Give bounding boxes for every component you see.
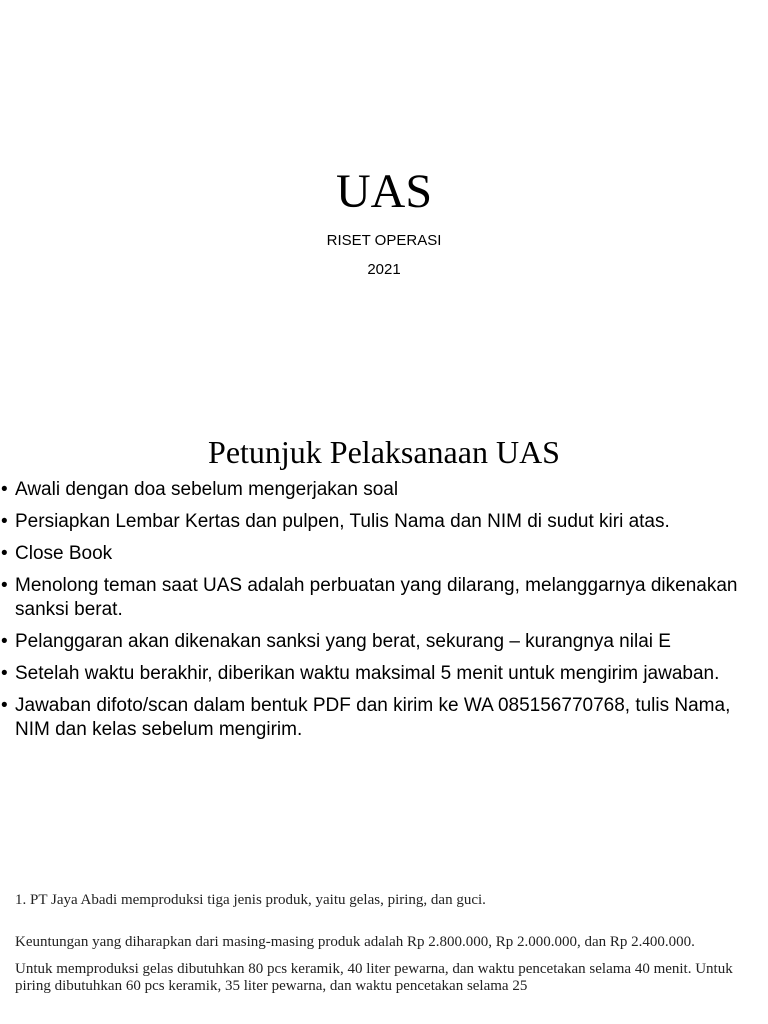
list-item-text: Close Book <box>15 543 113 564</box>
list-item <box>0 478 760 502</box>
problem-paragraph: Untuk memproduksi gelas dibutuhkan 80 pcs keramik, 40 liter pewarna, dan waktu pencetakan selama 40 menit. Untuk piring dibutuhkan 60 pcs keramik, 35 liter pewarna, dan waktu pencetakan selama 25 <box>15 961 733 994</box>
slide-title: UAS <box>335 165 433 218</box>
instructions-list <box>0 478 760 750</box>
list-item <box>0 510 760 534</box>
bullet-icon: • <box>1 543 8 564</box>
bullet-icon: • <box>1 575 8 596</box>
subject-label: RISET OPERASI <box>326 232 442 249</box>
problem-paragraph: 1. PT Jaya Abadi memproduksi tiga jenis produk, yaitu gelas, piring, dan guci. <box>15 892 486 908</box>
bullet-icon: • <box>1 695 8 716</box>
list-item <box>0 662 760 686</box>
instructions-heading: Petunjuk Pelaksanaan UAS <box>208 434 560 470</box>
list-item-text: Menolong teman saat UAS adalah perbuatan yang dilarang, melanggarnya dikenakan sanksi berat. <box>15 575 738 620</box>
bullet-icon: • <box>1 631 8 652</box>
bullet-icon: • <box>1 663 8 684</box>
bullet-icon: • <box>1 479 8 500</box>
list-item-text: Pelanggaran akan dikenakan sanksi yang berat, sekurang – kurangnya nilai E <box>15 631 671 652</box>
list-item <box>0 694 760 742</box>
list-item-text: Awali dengan doa sebelum mengerjakan soal <box>15 479 399 500</box>
problem-section <box>15 892 743 995</box>
bullet-icon: • <box>1 511 8 532</box>
list-item <box>0 542 760 566</box>
list-item-text: Jawaban difoto/scan dalam bentuk PDF dan kirim ke WA 085156770768, tulis Nama, NIM dan kelas sebelum mengirim. <box>15 695 731 740</box>
list-item-text: Setelah waktu berakhir, diberikan waktu maksimal 5 menit untuk mengirim jawaban. <box>15 663 720 684</box>
problem-paragraph: Keuntungan yang diharapkan dari masing-masing produk adalah Rp 2.800.000, Rp 2.000.000, dan Rp 2.400.000. <box>15 934 695 950</box>
list-item-text: Persiapkan Lembar Kertas dan pulpen, Tulis Nama dan NIM di sudut kiri atas. <box>15 511 670 532</box>
list-item <box>0 574 760 622</box>
year-label: 2021 <box>367 261 401 278</box>
list-item <box>0 630 760 654</box>
